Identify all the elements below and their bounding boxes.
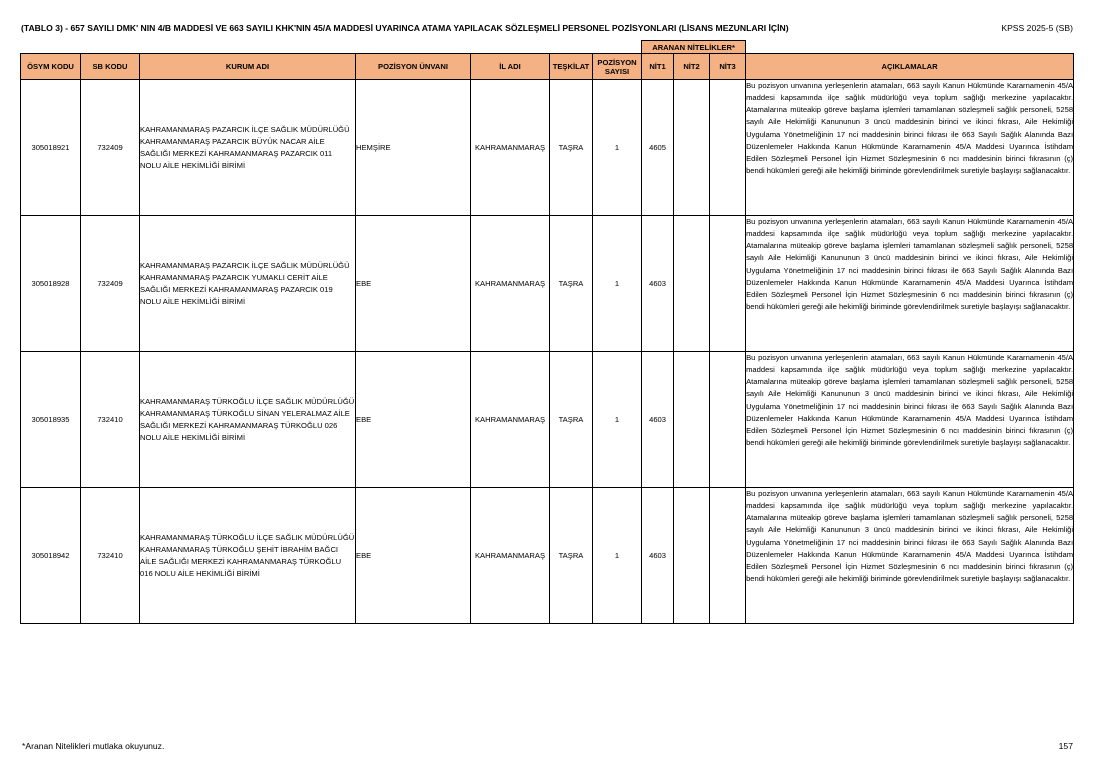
sb-kodu-cell: 732409 (81, 80, 140, 216)
nit1-cell: 4603 (642, 488, 674, 624)
pozisyon-sayisi-cell: 1 (593, 352, 642, 488)
teskilat-cell: TAŞRA (550, 80, 593, 216)
il-adi-cell: KAHRAMANMARAŞ (471, 352, 550, 488)
nit2-cell (674, 488, 710, 624)
kurum-adi-cell: KAHRAMANMARAŞ TÜRKOĞLU İLÇE SAĞLIK MÜDÜRLÜĞÜ KAHRAMANMARAŞ TÜRKOĞLU SİNAN YELERALMAZ AİLE SAĞLIĞI MERKEZİ KAHRAMANMARAŞ TÜRKOĞLU 026 NOLU AİLE HEKİMLİĞİ BİRİMİ (140, 352, 356, 488)
il-adi-cell: KAHRAMANMARAŞ (471, 488, 550, 624)
nit1-cell: 4603 (642, 216, 674, 352)
teskilat-cell: TAŞRA (550, 216, 593, 352)
aranan-nitelikler-header: ARANAN NİTELİKLER* (642, 41, 746, 54)
osym-kodu-cell: 305018928 (21, 216, 81, 352)
pozisyon-sayisi-cell: 1 (593, 80, 642, 216)
osym-kodu-cell: 305018942 (21, 488, 81, 624)
sb-kodu-cell: 732410 (81, 352, 140, 488)
nit2-cell (674, 80, 710, 216)
page-number: 157 (1058, 741, 1073, 751)
exam-reference: KPSS 2025-5 (SB) (1001, 23, 1073, 33)
col-nit2: NİT2 (674, 54, 710, 80)
col-teskilat: TEŞKİLAT (550, 54, 593, 80)
col-nit3: NİT3 (710, 54, 746, 80)
kurum-adi-cell: KAHRAMANMARAŞ PAZARCIK İLÇE SAĞLIK MÜDÜRLÜĞÜ KAHRAMANMARAŞ PAZARCIK YUMAKLI CERİT AİLE SAĞLIĞI MERKEZİ KAHRAMANMARAŞ PAZARCIK 019 NOLU AİLE HEKİMLİĞİ BİRİMİ (140, 216, 356, 352)
table-row (21, 352, 1074, 488)
sb-kodu-cell: 732409 (81, 216, 140, 352)
col-nit1: NİT1 (642, 54, 674, 80)
kurum-adi-cell: KAHRAMANMARAŞ TÜRKOĞLU İLÇE SAĞLIK MÜDÜRLÜĞÜ KAHRAMANMARAŞ TÜRKOĞLU ŞEHİT İBRAHİM BAĞCI AİLE SAĞLIĞI MERKEZİ KAHRAMANMARAŞ TÜRKOĞLU 016 NOLU AİLE HEKİMLİĞİ BİRİMİ (140, 488, 356, 624)
il-adi-cell: KAHRAMANMARAŞ (471, 80, 550, 216)
pozisyon-unvani-cell: EBE (356, 352, 471, 488)
kurum-adi-cell: KAHRAMANMARAŞ PAZARCIK İLÇE SAĞLIK MÜDÜRLÜĞÜ KAHRAMANMARAŞ PAZARCIK BÜYÜK NACAR AİLE SAĞLIĞI MERKEZİ KAHRAMANMARAŞ PAZARCIK 011 NOLU AİLE HEKİMLİĞİ BİRİMİ (140, 80, 356, 216)
pozisyon-unvani-cell: EBE (356, 216, 471, 352)
nit3-cell (710, 488, 746, 624)
nit2-cell (674, 216, 710, 352)
aciklama-cell: Bu pozisyon unvanına yerleşenlerin atamaları, 663 sayılı Kanun Hükmünde Kararnamenin 45/A maddesi kapsamında ilçe sağlık müdürlüğü veya toplum sağlığı merkezine yapılacaktır. Atamalarına müteakip göreve başlama işlemleri tamamlanan sözleşmeli sağlık personeli, 5258 sayılı Aile Hekimliği Kanununun 3 üncü maddesinin birinci ve ikinci fıkrası, Aile Hekimliği Uygulama Yönetmeliğinin 17 nci maddesinin birinci fıkrası ile 663 Sayılı Sağlık Alanında Bazı Düzenlemeler Hakkında Kanun Hükmünde Kararnamenin 45/A Maddesi Uyarınca İstihdam Edilen Sözleşmeli Personel İçin Hizmet Sözleşmesinin 6 ncı maddesinin birinci fıkrasının (ç) bendi hükümleri gereği aile hekimliği biriminde görevlendirilmek suretiyle başlayışı sağlanacaktır. (746, 352, 1074, 488)
footnote: *Aranan Nitelikleri mutlaka okuyunuz. (22, 741, 165, 751)
aciklama-cell: Bu pozisyon unvanına yerleşenlerin atamaları, 663 sayılı Kanun Hükmünde Kararnamenin 45/A maddesi kapsamında ilçe sağlık müdürlüğü veya toplum sağlığı merkezine yapılacaktır. Atamalarına müteakip göreve başlama işlemleri tamamlanan sözleşmeli sağlık personeli, 5258 sayılı Aile Hekimliği Kanununun 3 üncü maddesinin birinci ve ikinci fıkrası, Aile Hekimliği Uygulama Yönetmeliğinin 17 nci maddesinin birinci fıkrası ile 663 Sayılı Sağlık Alanında Bazı Düzenlemeler Hakkında Kanun Hükmünde Kararnamenin 45/A Maddesi Uyarınca İstihdam Edilen Sözleşmeli Personel İçin Hizmet Sözleşmesinin 6 ncı maddesinin birinci fıkrasının (ç) bendi hükümleri gereği aile hekimliği biriminde görevlendirilmek suretiyle başlayışı sağlanacaktır. (746, 488, 1074, 624)
nit1-cell: 4605 (642, 80, 674, 216)
nit1-cell: 4603 (642, 352, 674, 488)
col-sb-kodu: SB KODU (81, 54, 140, 80)
nit3-cell (710, 216, 746, 352)
teskilat-cell: TAŞRA (550, 352, 593, 488)
col-aciklamalar: AÇIKLAMALAR (746, 54, 1074, 80)
osym-kodu-cell: 305018935 (21, 352, 81, 488)
col-osym-kodu: ÖSYM KODU (21, 54, 81, 80)
nit3-cell (710, 352, 746, 488)
aciklama-cell: Bu pozisyon unvanına yerleşenlerin atamaları, 663 sayılı Kanun Hükmünde Kararnamenin 45/A maddesi kapsamında ilçe sağlık müdürlüğü veya toplum sağlığı merkezine yapılacaktır. Atamalarına müteakip göreve başlama işlemleri tamamlanan sözleşmeli sağlık personeli, 5258 sayılı Aile Hekimliği Kanununun 3 üncü maddesinin birinci ve ikinci fıkrası, Aile Hekimliği Uygulama Yönetmeliğinin 17 nci maddesinin birinci fıkrası ile 663 Sayılı Sağlık Alanında Bazı Düzenlemeler Hakkında Kanun Hükmünde Kararnamenin 45/A Maddesi Uyarınca İstihdam Edilen Sözleşmeli Personel İçin Hizmet Sözleşmesinin 6 ncı maddesinin birinci fıkrasının (ç) bendi hükümleri gereği aile hekimliği biriminde görevlendirilmek suretiyle başlayışı sağlanacaktır. (746, 216, 1074, 352)
il-adi-cell: KAHRAMANMARAŞ (471, 216, 550, 352)
header-group-row (21, 41, 1074, 54)
positions-table (20, 40, 1074, 624)
table-row (21, 488, 1074, 624)
sb-kodu-cell: 732410 (81, 488, 140, 624)
pozisyon-sayisi-cell: 1 (593, 488, 642, 624)
nit3-cell (710, 80, 746, 216)
pozisyon-unvani-cell: HEMŞİRE (356, 80, 471, 216)
col-il-adi: İL ADI (471, 54, 550, 80)
osym-kodu-cell: 305018921 (21, 80, 81, 216)
pozisyon-sayisi-cell: 1 (593, 216, 642, 352)
nit2-cell (674, 352, 710, 488)
header-row (21, 54, 1074, 80)
table-title: (TABLO 3) - 657 SAYILI DMK' NIN 4/B MADDESİ VE 663 SAYILI KHK'NIN 45/A MADDESİ UYARINCA ATAMA YAPILACAK SÖZLEŞMELİ PERSONEL POZİSYONLARI (LİSANS MEZUNLARI İÇİN) (21, 23, 789, 33)
table-row (21, 216, 1074, 352)
col-pozisyon-unvani: POZİSYON ÜNVANI (356, 54, 471, 80)
col-pozisyon-sayisi: POZİSYON SAYISI (593, 54, 642, 80)
aciklama-cell: Bu pozisyon unvanına yerleşenlerin atamaları, 663 sayılı Kanun Hükmünde Kararnamenin 45/A maddesi kapsamında ilçe sağlık müdürlüğü veya toplum sağlığı merkezine yapılacaktır. Atamalarına müteakip göreve başlama işlemleri tamamlanan sözleşmeli sağlık personeli, 5258 sayılı Aile Hekimliği Kanununun 3 üncü maddesinin birinci ve ikinci fıkrası, Aile Hekimliği Uygulama Yönetmeliğinin 17 nci maddesinin birinci fıkrası ile 663 Sayılı Sağlık Alanında Bazı Düzenlemeler Hakkında Kanun Hükmünde Kararnamenin 45/A Maddesi Uyarınca İstihdam Edilen Sözleşmeli Personel İçin Hizmet Sözleşmesinin 6 ncı maddesinin birinci fıkrasının (ç) bendi hükümleri gereği aile hekimliği biriminde görevlendirilmek suretiyle başlayışı sağlanacaktır. (746, 80, 1074, 216)
pozisyon-unvani-cell: EBE (356, 488, 471, 624)
col-kurum-adi: KURUM ADI (140, 54, 356, 80)
table-row (21, 80, 1074, 216)
teskilat-cell: TAŞRA (550, 488, 593, 624)
